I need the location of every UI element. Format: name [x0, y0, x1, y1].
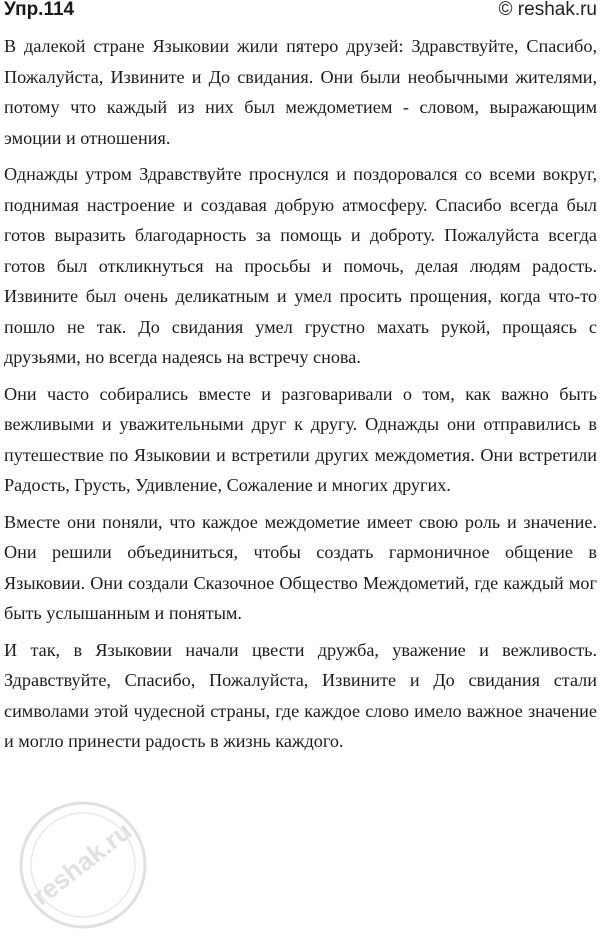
- paragraph-1: В далекой стране Языковии жили пятеро друзей: Здравствуйте, Спасибо, Пожалуйста, Извините и До свидания. Они были необычными жителями, потому что каждый из них был междометием - словом, выражающим эмоции и отношения.: [4, 36, 597, 148]
- paragraph-2: Однажды утром Здравствуйте проснулся и поздоровался со всеми вокруг, поднимая настроение и создавая добрую атмосферу. Спасибо всегда был готов выразить благодарность за помощь и доброту. Пожалуйста всегда готов был откликнуться на просьбы и помочь, делая людям радость. Извините был очень деликатным и умел просить прощения, когда что-то пошло не так. До свидания умел грустно махать рукой, прощаясь с друзьями, но всегда надеясь на встречу снова.: [4, 164, 597, 367]
- exercise-title: Упр.114: [4, 0, 75, 20]
- svg-text:reshak.ru: reshak.ru: [26, 815, 138, 912]
- document-body: [4, 31, 597, 763]
- paragraph-3: Они часто собирались вместе и разговаривали о том, как важно быть вежливыми и уважительными друг к другу. Однажды они отправились в путешествие по Языковии и встретили других междометия. Они встретили Радость, Грусть, Удивление, Сожаление и многих других.: [4, 383, 597, 495]
- paragraph-5: И так, в Языковии начали цвести дружба, уважение и вежливость. Здравствуйте, Спасибо, Пожалуйста, Извините и До свидания стали символами этой чудесной страны, где каждое слово имело важное значение и могло принести радость в жизнь каждого.: [4, 639, 597, 751]
- paragraph-4: Вместе они поняли, что каждое междометие имеет свою роль и значение. Они решили объединиться, чтобы создать гармоничное общение в Языковии. Они создали Сказочное Общество Междометий, где каждый мог быть услышанным и понятым.: [4, 511, 597, 623]
- page-header: [4, 0, 597, 24]
- site-credit: © reshak.ru: [498, 0, 597, 20]
- watermark-stamp: [8, 790, 158, 940]
